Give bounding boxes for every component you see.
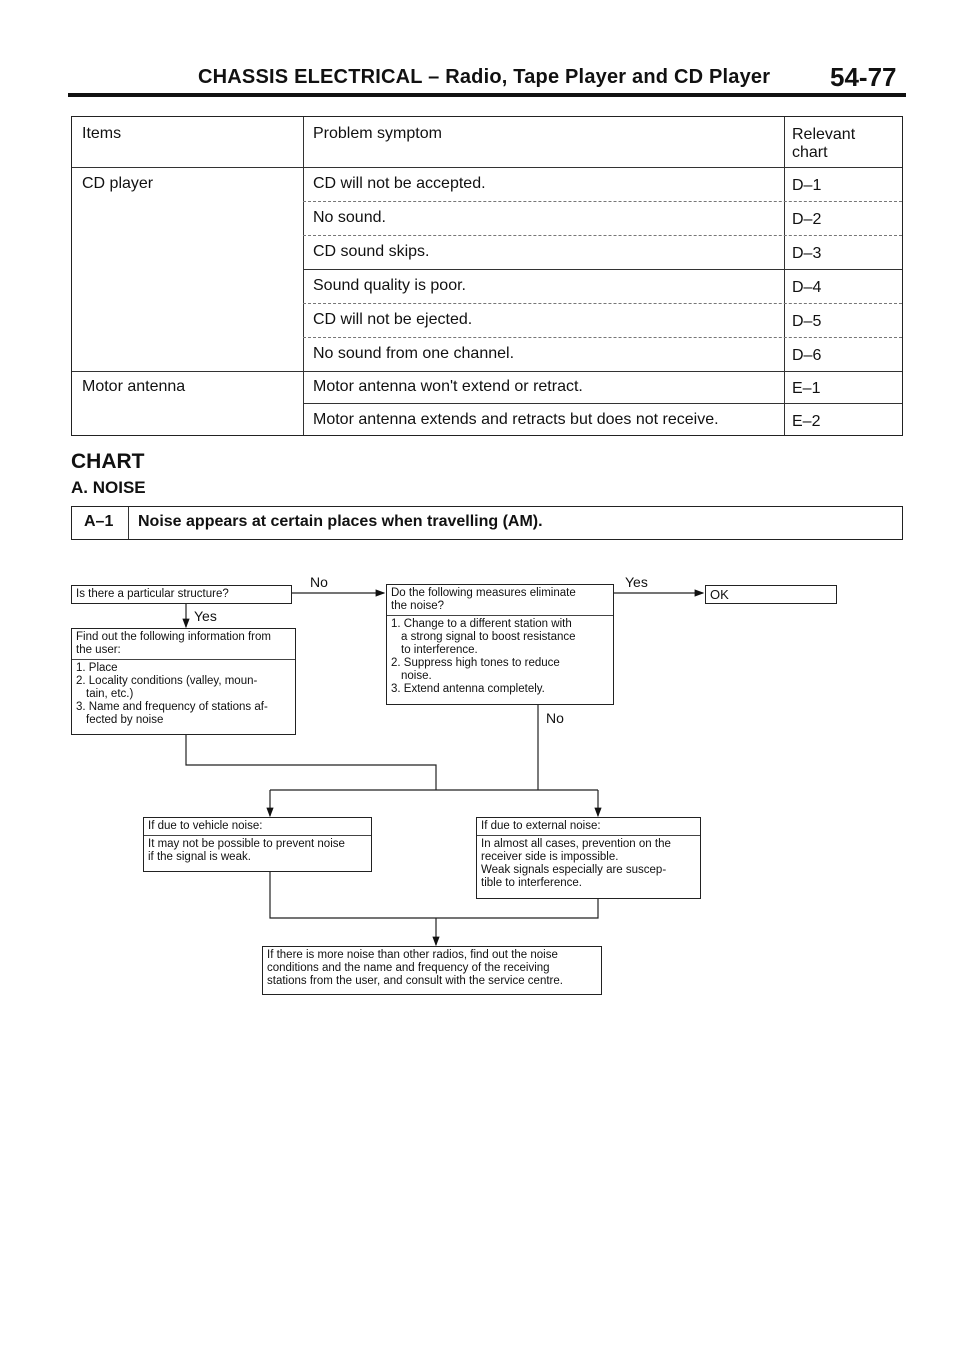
vehicle-noise-line: It may not be possible to prevent noise	[148, 838, 345, 850]
measures-item: 1. Change to a different station with	[391, 618, 572, 630]
chart-ref-cell: D–1	[792, 177, 822, 194]
measures-item: 3. Extend antenna completely.	[391, 683, 545, 695]
final-advice-line: If there is more noise than other radios, find out the noise	[267, 949, 558, 961]
external-noise-line: tible to interference.	[481, 877, 583, 889]
vehicle-noise-title: If due to vehicle noise:	[148, 820, 263, 832]
ok-label: OK	[710, 587, 729, 602]
section-heading-noise: A. NOISE	[71, 478, 146, 497]
chart-ref-cell: E–1	[792, 380, 821, 397]
label-no: No	[546, 710, 564, 726]
chart-ref-cell: D–2	[792, 211, 822, 228]
external-noise-line: Weak signals especially are suscep-	[481, 864, 667, 876]
measures-title: the noise?	[391, 600, 445, 612]
symptom-cell: Sound quality is poor.	[313, 277, 466, 294]
structure-question-box	[71, 585, 292, 604]
chart-ref-cell: D–3	[792, 245, 822, 262]
user-info-item: 3. Name and frequency of stations af-	[76, 701, 268, 713]
final-advice-line: stations from the user, and consult with the service centre.	[267, 975, 563, 987]
symptom-cell: No sound.	[313, 209, 386, 226]
final-advice-line: conditions and the name and frequency of the receiving	[267, 962, 550, 974]
vehicle-noise-line: if the signal is weak.	[148, 851, 251, 863]
symptom-cell: No sound from one channel.	[313, 345, 515, 362]
symptom-cell: CD will not be accepted.	[313, 175, 486, 192]
user-info-item: fected by noise	[86, 714, 164, 726]
measures-title: Do the following measures eliminate	[391, 587, 576, 599]
label-no: No	[310, 574, 328, 590]
chart-ref-cell: D–4	[792, 279, 822, 296]
measures-item: a strong signal to boost resistance	[401, 631, 576, 643]
page-header-title: CHASSIS ELECTRICAL – Radio, Tape Player and CD Player	[198, 66, 771, 88]
procedure-code: A–1	[84, 513, 114, 530]
item-cd-player: CD player	[82, 175, 154, 192]
user-info-item: 2. Locality conditions (valley, moun-	[76, 675, 258, 687]
chart-heading: CHART	[71, 450, 145, 473]
measures-box	[386, 584, 614, 705]
symptom-cell: Motor antenna won't extend or retract.	[313, 378, 583, 395]
user-info-title: the user:	[76, 644, 121, 656]
header-items: Items	[82, 125, 122, 142]
external-noise-title: If due to external noise:	[481, 820, 601, 832]
symptom-cell: Motor antenna extends and retracts but does not receive.	[313, 411, 719, 428]
user-info-item: tain, etc.)	[86, 688, 134, 700]
chart-ref-cell: E–2	[792, 413, 821, 430]
external-noise-box	[476, 817, 701, 899]
label-yes: Yes	[194, 608, 217, 624]
symptom-cell: CD will not be ejected.	[313, 311, 473, 328]
structure-question: Is there a particular structure?	[76, 588, 229, 600]
page-number: 54-77	[830, 62, 897, 92]
item-motor-antenna: Motor antenna	[82, 378, 186, 395]
measures-item: noise.	[401, 670, 432, 682]
measures-item: to interference.	[401, 644, 478, 656]
connector-user-info	[186, 735, 436, 790]
external-noise-line: receiver side is impossible.	[481, 851, 619, 863]
final-advice-box	[262, 946, 602, 995]
external-noise-line: In almost all cases, prevention on the	[481, 838, 671, 850]
vehicle-noise-box	[143, 817, 372, 872]
header-problem-symptom: Problem symptom	[313, 125, 442, 142]
symptom-cell: CD sound skips.	[313, 243, 430, 260]
ok-box	[705, 585, 837, 604]
measures-item: 2. Suppress high tones to reduce	[391, 657, 560, 669]
chart-ref-cell: D–6	[792, 347, 822, 364]
chart-ref-cell: D–5	[792, 313, 822, 330]
label-yes: Yes	[625, 574, 648, 590]
procedure-title: Noise appears at certain places when travelling (AM).	[138, 513, 543, 530]
user-info-item: 1. Place	[76, 662, 118, 674]
user-info-box	[71, 628, 296, 735]
user-info-title: Find out the following information from	[76, 631, 271, 643]
header-relevant-chart-1: Relevant	[792, 126, 856, 143]
header-relevant-chart-2: chart	[792, 144, 828, 161]
